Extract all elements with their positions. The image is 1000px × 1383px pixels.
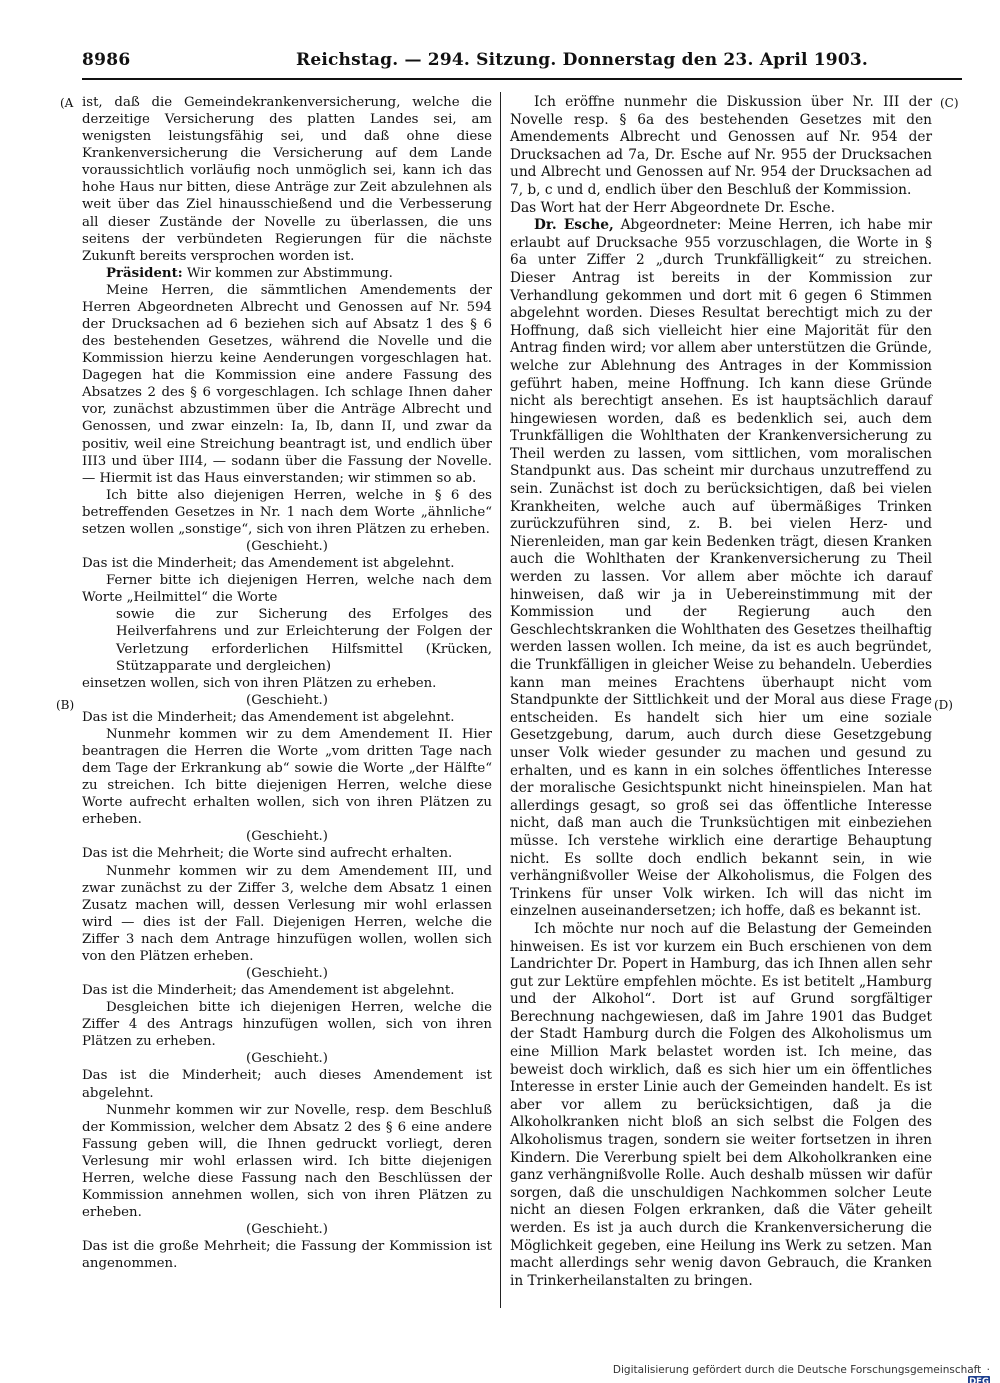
speech-text: Wir kommen zur Abstimmung. — [186, 265, 393, 281]
left-speech-paragraph — [82, 265, 492, 282]
left-paragraph: Das ist die Mehrheit; die Worte sind aufrecht erhalten. — [82, 846, 453, 862]
left-stage-direction: (Geschieht.) — [246, 829, 328, 845]
margin-marker-b: (B) — [56, 698, 75, 712]
footer-separator: · — [986, 1364, 990, 1376]
margin-marker-c: (C) — [940, 96, 959, 110]
left-stage-direction: (Geschieht.) — [246, 1051, 328, 1067]
left-paragraph: Nunmehr kommen wir zu dem Amendement III, und zwar zunächst zu der Ziffer 3, welche dem Absatz 1 einen Zusatz machen will, dessen Verlesung mir wohl erlassen wird — dies ist der Fall. Diejenigen Herren, welche die Ziffer 3 nach dem Antrage hinzufügen wollen, wollen sich von den Plätzen erheben. — [82, 863, 492, 964]
right-column — [510, 94, 932, 1290]
right-paragraph: Das Wort hat der Herr Abgeordnete Dr. Esche. — [510, 199, 835, 216]
left-stage-direction: (Geschieht.) — [246, 965, 328, 981]
left-paragraph: Nunmehr kommen wir zu dem Amendement II. Hier beantragen die Herren die Worte „vom dritten Tage nach dem Tage der Erkrankung ab“ sowie die Worte „der Hälfte“ zu streichen. Ich bitte diejenigen Herren, welche diese Worte aufrecht erhalten wollen, sich von ihren Plätzen zu erheben. — [82, 726, 492, 828]
left-paragraph: Das ist die große Mehrheit; die Fassung der Kommission ist angenommen. — [82, 1239, 492, 1272]
left-stage-direction: (Geschieht.) — [246, 539, 328, 555]
right-paragraph: Ich möchte nur noch auf die Belastung der Gemeinden hinweisen. Es ist vor kurzem ein Buch erschienen von dem Landrichter Dr. Popert in Hamburg, das ich Ihnen allen sehr gut zur Lektüre empfehlen möchte. Es ist betitelt „Hamburg und der Alkohol“. Dort ist auf Grund sorgfältiger Berechnung nachgewiesen, daß im Jahre 1901 das Budget der Stadt Hamburg durch die Folgen des Alkoholismus um eine Million Mark belastet worden ist. Ich meine, das beweist doch wirklich, daß es sich hier um ein öffentliches Interesse in erster Linie auch der Gemeinden handelt. Es ist aber vor allem zu berücksichtigen, daß ja die Alkoholkranken nicht bloß an sich selbst die Folgen des Alkoholismus tragen, sondern sie weiter fortsetzen in ihren Kindern. Die Vererbung spielt bei dem Alkoholkranken eine ganz verhängnißvolle Rolle. Auch deshalb müssen wir dafür sorgen, daß die unschuldigen Nachkommen solcher Leute nicht an diesen Folgen erkranken, daß die Väter geheilt werden. Es ist ja auch durch die Krankenversicherung die Möglichkeit gegeben, eine Heilung ins Werk zu setzen. Man macht allerdings sehr wenig davon Gebrauch, die Kranken in Trinkerheilanstalten zu bringen. — [510, 920, 932, 1289]
footer-credit: Digitalisierung gefördert durch die Deutsche Forschungsgemeinschaft — [612, 1364, 982, 1376]
column-divider — [500, 92, 501, 1308]
left-stage-direction: (Geschieht.) — [246, 1222, 328, 1238]
left-paragraph: Nunmehr kommen wir zur Novelle, resp. dem Beschluß der Kommission, welcher dem Absatz 2 des § 6 eine andere Fassung geben will, die Ihnen gedruckt vorliegt, deren Verlesung mir wohl erlassen wird. Ich bitte diejenigen Herren, welche diese Fassung nach den Beschlüssen der Kommission annehmen wollen, sich von ihren Plätzen zu erheben. — [82, 1102, 492, 1221]
left-paragraph: Ferner bitte ich diejenigen Herren, welche nach dem Worte „Heilmittel“ die Worte — [82, 573, 492, 606]
left-column — [82, 94, 492, 1272]
left-paragraph: Ich bitte also diejenigen Herren, welche in § 6 des betreffenden Gesetzes in Nr. 1 nach dem Worte „ähnliche“ setzen wollen „sonstige“, sich von ihren Plätzen zu erheben. — [82, 487, 492, 537]
margin-marker-a: (A — [60, 96, 74, 110]
header-rule — [82, 78, 962, 80]
left-paragraph: einsetzen wollen, sich von ihren Plätzen zu erheben. — [82, 675, 437, 691]
speech-text: Abgeordneter: Meine Herren, ich habe mir erlaubt auf Drucksache 955 vorzuschlagen, die Worte in § 6a unter Ziffer 2 „durch Trunkfälligkeit“ zu streichen. Dieser Antrag ist bereits in der Kommission zur Verhandlung gekommen und dort mit 6 gegen 6 Stimmen abgelehnt worden. Dieses Resultat berechtigt mich zu der Hoffnung, daß sich vielleicht hier eine Majorität für den Antrag finden wird; vor allem aber unterstützen die Gründe, welche zur Ablehnung des Antrages in der Kommission geführt haben, meine Hoffnung. Ich kann diese Gründe nicht als berechtigt ansehen. Es ist hauptsächlich darauf hingewiesen worden, daß es bedenklich sei, auch dem Trunkfälligen die Wohlthaten der Krankenversicherung zu Theil werden zu lassen, vom sittlichen, vom moralischen Standpunkt aus. Das scheint mir durchaus unzutreffend zu sein. Zunächst ist doch zu berücksichtigen, daß bei vielen Krankheiten, welche auch auf übermäßiges Trinken zurückzuführen sind, z. B. bei vielen Herz- und Nierenleiden, man gar kein Bedenken trägt, diesen Kranken auch die Wohlthaten der Krankenversicherung zu Theil werden zu lassen. Vor allem aber möchte ich darauf hinweisen, daß wir ja in Uebereinstimmung mit der Kommission und der Regierung auch den Geschlechtskranken die Wohlthaten des Gesetzes theilhaftig werden lassen wollen. Ich meine, da ist es auch begründet, die Trunkfälligen in gleicher Weise zu behandeln. Ueberdies kann man meines Erachtens überhaupt nicht vom Standpunkte der Sittlichkeit und der Moral aus diese Frage entscheiden. Es handelt sich hier um eine soziale Gesetzgebung, darum, auch durch diese Gesetzgebung unser Volk wieder gesunder zu machen und gesund zu erhalten, und es kann in ein solches öffentliches Interesse der moralische Gesichtspunkt nicht hineinspielen. Man hat allerdings gesagt, so groß sei das öffentliche Interesse nicht, daß man auch die Trunksüchtigen mit einbeziehen müsse. Ich verstehe wirklich eine derartige Behauptung nicht. Es sollte doch endlich bekannt sein, in wie verhängnißvoller Weise der Alkoholismus, die Folgen des Trinkens für unser Volk wirken. Ich will das nicht im einzelnen auseinandersetzen; ich hoffe, daß es bekannt ist. — [510, 217, 932, 920]
left-paragraph: Das ist die Minderheit; das Amendement ist abgelehnt. — [82, 709, 455, 725]
speaker-name: Präsident: — [106, 265, 183, 281]
page-footer — [600, 1364, 990, 1383]
left-paragraph: Meine Herren, die sämmtlichen Amendements der Herren Abgeordneten Albrecht und Genossen auf Nr. 594 der Drucksachen ad 6 beziehen sich auf Absatz 1 des § 6 des bestehenden Gesetzes, während die Novelle und die Kommission hierzu keine Aenderungen vorgeschlagen hat. Dagegen hat die Kommission eine andere Fassung des Absatzes 2 des § 6 vorgeschlagen. Ich schlage Ihnen daher vor, zunächst abzustimmen über die Anträge Albrecht und Genossen, und zwar einzeln: Ia, Ib, dann II, und zwar da positiv, weil eine Streichung beantragt ist, und endlich über III3 und über III4, — sodann über die Fassung der Novelle. — Hiermit ist das Haus einverstanden; wir stimmen so ab. — [82, 282, 492, 486]
right-speech-paragraph — [510, 217, 932, 921]
left-stage-direction: (Geschieht.) — [246, 692, 328, 708]
speaker-name: Dr. Esche, — [534, 217, 614, 234]
left-paragraph: Das ist die Minderheit; das Amendement ist abgelehnt. — [82, 983, 455, 999]
left-paragraph: ist, daß die Gemeindekrankenversicherung, welche die derzeitige Versicherung des platten Landes sei, am wenigsten leistungsfähig sei, und daß ohne diese Krankenversicherung die Versicherung auf dem Lande voraussichtlich vorläufig noch unmöglich sei, kann ich das hohe Haus nur bitten, diese Anträge zur Zeit abzulehnen als weit über das Ziel hinausschießend und die Verbesserung all dieser Zustände der Novelle zu überlassen, die uns seitens der verbündeten Regierungen für die nächste Zukunft bereits versprochen worden ist. — [82, 95, 492, 264]
page-header — [82, 50, 962, 74]
running-title: Reichstag. — 294. Sitzung. Donnerstag den 23. April 1903. — [296, 50, 868, 70]
page-number: 8986 — [82, 50, 131, 70]
left-quoted-amendment: sowie die zur Sicherung des Erfolges des Heilverfahrens und zur Erleichterung der Folgen der Verletzung erforderlichen Hilfsmittel (Krücken, Stützapparate und dergleichen) — [116, 607, 492, 674]
margin-marker-d: (D) — [934, 698, 953, 712]
left-paragraph: Das ist die Minderheit; das Amendement ist abgelehnt. — [82, 556, 455, 572]
left-paragraph: Desgleichen bitte ich diejenigen Herren, welche die Ziffer 4 des Antrags hinzufügen wollen, sich von ihren Plätzen zu erheben. — [82, 1000, 492, 1050]
right-paragraph: Ich eröffne nunmehr die Diskussion über Nr. III der Novelle resp. § 6a des bestehenden Gesetzes mit den Amendements Albrecht und Genossen auf Nr. 954 der Drucksachen ad 7a, Dr. Esche auf Nr. 955 der Drucksachen und Albrecht und Genossen auf Nr. 954 der Drucksachen ad 7, b, c und d, endlich über den Beschluß der Kommission. — [510, 94, 932, 198]
left-paragraph: Das ist die Minderheit; auch dieses Amendement ist abgelehnt. — [82, 1068, 492, 1101]
dfg-logo: DFG — [968, 1376, 990, 1383]
